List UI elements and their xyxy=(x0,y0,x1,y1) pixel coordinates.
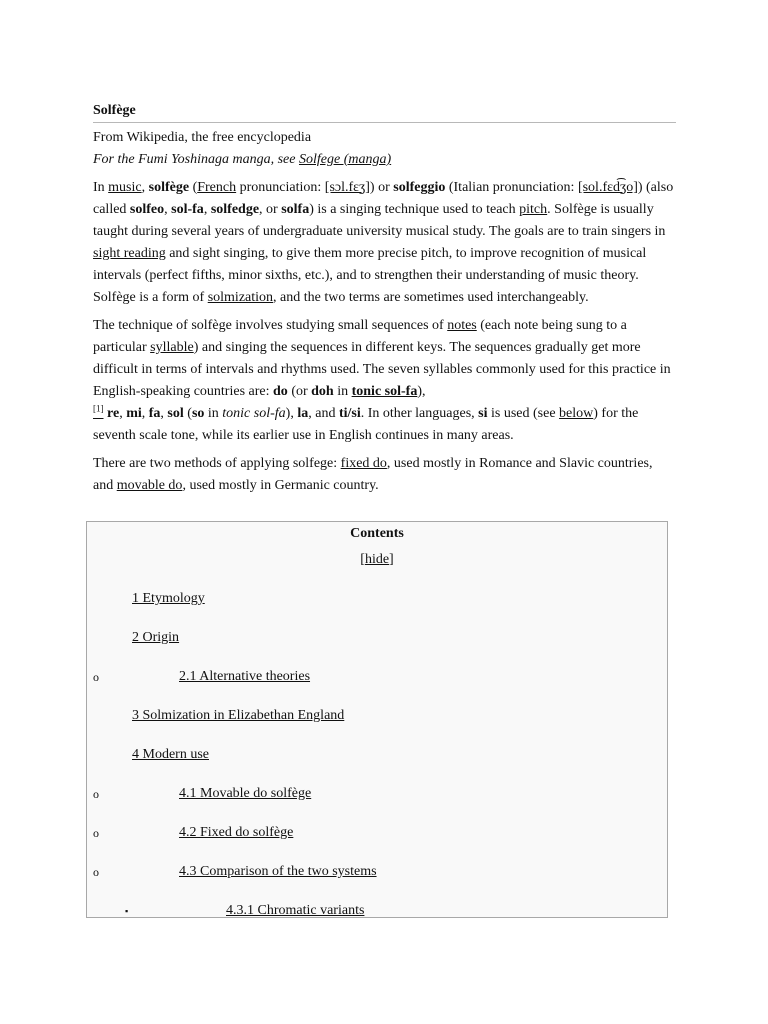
text: ), xyxy=(285,406,298,421)
paragraph-technique xyxy=(93,315,676,447)
link-solmization[interactable]: solmization xyxy=(207,290,274,305)
hatnote xyxy=(93,149,676,171)
paragraph-methods xyxy=(93,453,676,497)
syllable-do: do xyxy=(273,384,288,399)
toc-link[interactable]: 2.1 Alternative theories xyxy=(179,669,311,684)
link-below[interactable]: below xyxy=(559,406,594,421)
toc-item-origin xyxy=(132,627,179,649)
term-solfa: solfa xyxy=(281,202,310,217)
article xyxy=(93,100,676,497)
term-sol-fa: sol-fa xyxy=(171,202,204,217)
toc-item-comparison xyxy=(179,861,377,883)
toc-item-modern-use xyxy=(132,744,209,766)
text: , or xyxy=(259,202,282,217)
term-solfeo: solfeo xyxy=(129,202,165,217)
toc-title: Contents xyxy=(350,526,404,541)
text: , used mostly in Romance and Slavic countries, and xyxy=(93,456,653,493)
text: and sight singing, to give them more precise pitch, to improve recognition of musical intervals (perfect fifths, minor sixths, etc.), and to strengthen their understanding of music theory. Solfège is a form of xyxy=(93,246,647,305)
text: ) (also called xyxy=(93,180,674,217)
text: ) or xyxy=(369,180,394,195)
list-bullet: o xyxy=(93,826,99,840)
link-music[interactable]: music xyxy=(108,180,142,195)
syllable-la: la xyxy=(297,406,309,421)
link-french[interactable]: French xyxy=(197,180,237,195)
toc-item-alternative-theories xyxy=(179,666,310,688)
tagline: From Wikipedia, the free encyclopedia xyxy=(93,130,312,145)
link-ipa-italian[interactable]: [sol.fɛd͡ʒo] xyxy=(577,180,638,195)
text: (Italian pronunciation: xyxy=(445,180,578,195)
text: pronunciation: xyxy=(236,180,325,195)
term-solfedge: solfedge xyxy=(210,202,260,217)
hatnote-text: For the Fumi Yoshinaga manga, see xyxy=(93,152,299,167)
list-bullet: ▪ xyxy=(125,906,129,916)
text: , xyxy=(160,406,168,421)
link-ipa-french[interactable]: [sɔl.fɛʒ] xyxy=(324,180,370,195)
text: ( xyxy=(183,406,192,421)
text: , xyxy=(119,406,127,421)
link-solfege-manga[interactable]: Solfege (manga) xyxy=(298,152,392,167)
syllable-sol: sol xyxy=(167,406,184,421)
toc-link[interactable]: 3 Solmization in Elizabethan England xyxy=(132,708,345,723)
bracket: ] xyxy=(389,552,394,567)
syllable-si: si xyxy=(478,406,488,421)
toc-link[interactable]: 2 Origin xyxy=(132,630,180,645)
text: , xyxy=(141,180,149,195)
toc-link[interactable]: 1 Etymology xyxy=(132,591,205,606)
toc-link[interactable]: 4.3.1 Chromatic variants xyxy=(226,903,365,918)
toc-link[interactable]: 4.3 Comparison of the two systems xyxy=(179,864,377,879)
bracket: [ xyxy=(360,552,365,567)
link-pitch[interactable]: pitch xyxy=(519,202,548,217)
toc-item-fixed-do xyxy=(179,822,293,844)
syllable-ti-si: ti/si xyxy=(338,406,361,421)
link-notes[interactable]: notes xyxy=(447,318,477,333)
text: In xyxy=(93,180,109,195)
link-movable-do[interactable]: movable do xyxy=(116,478,183,493)
text: , used mostly in Germanic country. xyxy=(182,478,379,493)
syllable-mi: mi xyxy=(126,406,142,421)
toc-item-solmization-elizabethan xyxy=(132,705,344,727)
text: ( xyxy=(189,180,198,195)
text: , xyxy=(203,202,211,217)
toc-link[interactable]: 4.2 Fixed do solfège xyxy=(179,825,294,840)
toc-hide-link[interactable]: hide xyxy=(364,552,390,567)
list-bullet: o xyxy=(93,865,99,879)
text: ) is a singing technique used to teach xyxy=(309,202,520,217)
text: ) and singing the sequences in different keys. The sequences gradually get more difficult in terms of intervals and rhythms used. The seven syllables commonly used for this practice in English-speaking countries are: xyxy=(93,340,671,399)
paragraph-intro xyxy=(93,177,676,309)
reference-1[interactable] xyxy=(93,403,104,421)
text: ) for the seventh scale tone, while its earlier use in English continues in many areas. xyxy=(93,406,639,443)
syllable-doh: doh xyxy=(311,384,334,399)
reference-1-text: [1] xyxy=(93,403,104,414)
text: The technique of solfège involves studying small sequences of xyxy=(93,318,448,333)
text: , and xyxy=(308,406,339,421)
link-tonic-sol-fa-text: tonic sol-fa xyxy=(351,384,418,399)
table-of-contents xyxy=(86,521,668,918)
text: in xyxy=(333,384,352,399)
text: is used (see xyxy=(487,406,560,421)
text: in xyxy=(204,406,223,421)
link-fixed-do[interactable]: fixed do xyxy=(340,456,387,471)
link-sight-reading[interactable]: sight reading xyxy=(93,246,166,261)
syllable-so: so xyxy=(191,406,205,421)
page-title: Solfège xyxy=(93,100,676,123)
tonic-sol-fa-italic: tonic sol-fa xyxy=(222,406,286,421)
list-bullet: o xyxy=(93,670,99,684)
link-syllable[interactable]: syllable xyxy=(150,340,194,355)
syllable-fa: fa xyxy=(148,406,161,421)
term-solfege: solfège xyxy=(148,180,190,195)
text: , xyxy=(141,406,149,421)
toc-item-movable-do xyxy=(179,783,311,805)
term-solfeggio: solfeggio xyxy=(393,180,446,195)
text: . In other languages, xyxy=(360,406,479,421)
text: ), xyxy=(417,384,426,399)
text: . Solfège is usually taught during several years of undergraduate university musical study. The goals are to train singers in xyxy=(93,202,666,239)
text: , and the two terms are sometimes used interchangeably. xyxy=(273,290,589,305)
list-bullet: o xyxy=(93,787,99,801)
link-tonic-sol-fa[interactable] xyxy=(352,384,418,399)
toc-item-etymology xyxy=(132,588,205,610)
toc-hide-toggle xyxy=(87,549,667,571)
toc-item-chromatic-variants xyxy=(226,900,364,918)
syllable-re: re xyxy=(107,406,120,421)
text: (each note being sung to a particular xyxy=(93,318,627,355)
toc-link[interactable]: 4.1 Movable do solfège xyxy=(179,786,312,801)
text: , xyxy=(164,202,172,217)
text: There are two methods of applying solfege: xyxy=(93,456,341,471)
text: (or xyxy=(287,384,312,399)
toc-link[interactable]: 4 Modern use xyxy=(132,747,209,762)
